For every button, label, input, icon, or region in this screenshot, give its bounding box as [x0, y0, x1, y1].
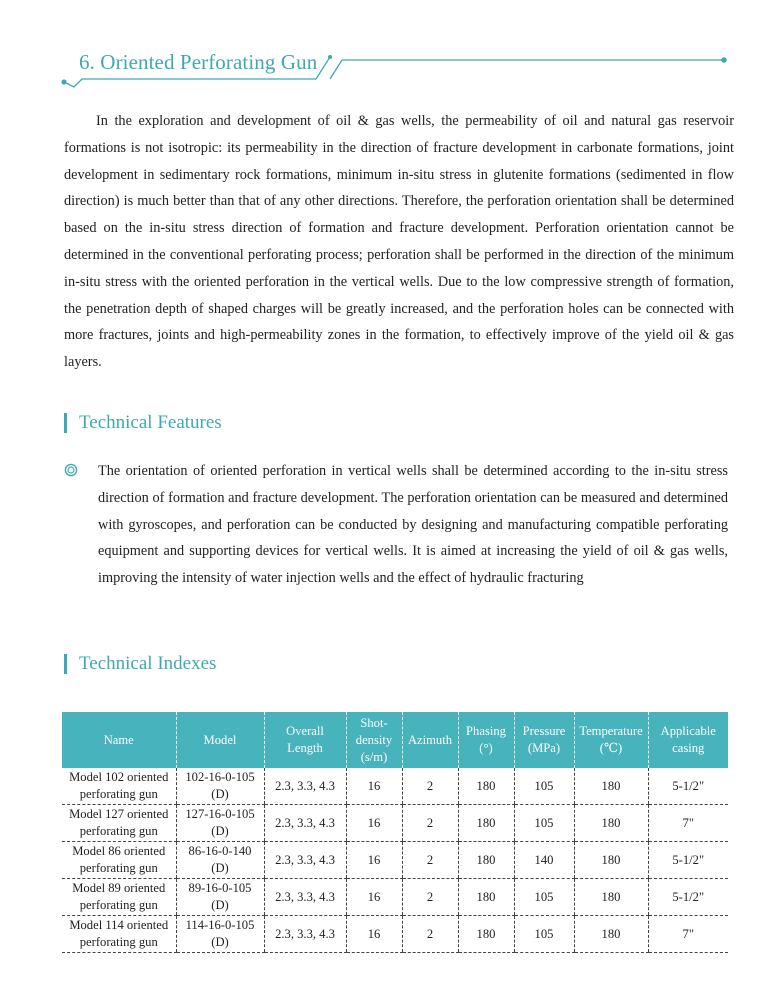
cell-model: 114-16-0-105 (D) [176, 916, 264, 953]
cell-overall-length: 2.3, 3.3, 4.3 [264, 805, 346, 842]
cell-temperature: 180 [574, 879, 648, 916]
cell-shot-density: 16 [346, 842, 402, 879]
table-row [62, 916, 728, 953]
cell-name: Model 89 oriented perforating gun [62, 879, 176, 916]
cell-model: 86-16-0-140 (D) [176, 842, 264, 879]
column-header-pressure: Pressure (MPa) [514, 712, 574, 768]
cell-applicable-casing: 5-1/2" [648, 768, 728, 805]
cell-applicable-casing: 7" [648, 916, 728, 953]
cell-pressure: 105 [514, 879, 574, 916]
column-header-model: Model [176, 712, 264, 768]
cell-temperature: 180 [574, 916, 648, 953]
circle-bullet-icon [64, 463, 78, 477]
column-header-temperature: Temperature (℃) [574, 712, 648, 768]
cell-azimuth: 2 [402, 842, 458, 879]
cell-azimuth: 2 [402, 879, 458, 916]
column-header-overall-length: Overall Length [264, 712, 346, 768]
cell-phasing: 180 [458, 805, 514, 842]
cell-shot-density: 16 [346, 916, 402, 953]
cell-pressure: 105 [514, 805, 574, 842]
cell-temperature: 180 [574, 842, 648, 879]
column-header-applicable-casing: Applicable casing [648, 712, 728, 768]
cell-shot-density: 16 [346, 768, 402, 805]
table-header-row [62, 712, 728, 768]
cell-phasing: 180 [458, 842, 514, 879]
section-title: 6. Oriented Perforating Gun [79, 50, 318, 74]
cell-azimuth: 2 [402, 916, 458, 953]
cell-model: 89-16-0-105 (D) [176, 879, 264, 916]
cell-temperature: 180 [574, 768, 648, 805]
cell-overall-length: 2.3, 3.3, 4.3 [264, 916, 346, 953]
technical-features-heading: Technical Features [64, 413, 222, 433]
technical-indexes-table [62, 712, 728, 953]
cell-applicable-casing: 5-1/2" [648, 879, 728, 916]
cell-name: Model 86 oriented perforating gun [62, 842, 176, 879]
cell-overall-length: 2.3, 3.3, 4.3 [264, 879, 346, 916]
cell-azimuth: 2 [402, 805, 458, 842]
cell-model: 102-16-0-105 (D) [176, 768, 264, 805]
cell-overall-length: 2.3, 3.3, 4.3 [264, 842, 346, 879]
column-header-azimuth: Azimuth [402, 712, 458, 768]
intro-paragraph: In the exploration and development of oil & gas wells, the permeability of oil and natural gas reservoir formations is not isotropic: its permeability in the direction of fracture development in carbonate formations, joint development in sedimentary rock formations, minimum in-situ stress in glutenite formations (sedimented in flow direction) is much better than that of any other directions. Therefore, the perforation orientation shall be determined based on the in-situ stress direction of formation and fracture development. Perforation orientation cannot be determined in the conventional perforating process; perforation shall be performed in the direction of the minimum in-situ stress with the oriented perforation in the vertical wells. Due to the low compressive strength of formation, the penetration depth of shaped charges will be greatly increased, and the perforation holes can be connected with more fractures, joints and high-permeability zones in the formation, to effectively improve of the yield oil & gas layers. [64, 113, 734, 371]
table-row [62, 842, 728, 879]
cell-shot-density: 16 [346, 805, 402, 842]
cell-overall-length: 2.3, 3.3, 4.3 [264, 768, 346, 805]
table-row [62, 768, 728, 805]
cell-name: Model 102 oriented perforating gun [62, 768, 176, 805]
cell-applicable-casing: 5-1/2" [648, 842, 728, 879]
cell-shot-density: 16 [346, 879, 402, 916]
table-row [62, 879, 728, 916]
column-header-phasing: Phasing (°) [458, 712, 514, 768]
technical-features-text: The orientation of oriented perforation in vertical wells shall be determined according to the in-situ stress direction of formation and fracture development. The perforation orientation can be measured and determined with gyroscopes, and perforation can be conducted by designing and manufacturing compatible perforating equipment and supporting devices for vertical wells. It is aimed at increasing the yield of oil & gas wells, improving the intensity of water injection wells and the effect of hydraulic fracturing [98, 463, 728, 587]
table-row [62, 805, 728, 842]
cell-phasing: 180 [458, 879, 514, 916]
cell-name: Model 114 oriented perforating gun [62, 916, 176, 953]
cell-azimuth: 2 [402, 768, 458, 805]
cell-model: 127-16-0-105 (D) [176, 805, 264, 842]
column-header-name: Name [62, 712, 176, 768]
cell-phasing: 180 [458, 916, 514, 953]
technical-indexes-heading: Technical Indexes [64, 654, 216, 674]
cell-temperature: 180 [574, 805, 648, 842]
cell-applicable-casing: 7" [648, 805, 728, 842]
column-header-shot-density: Shot- density (s/m) [346, 712, 402, 768]
cell-name: Model 127 oriented perforating gun [62, 805, 176, 842]
cell-pressure: 140 [514, 842, 574, 879]
cell-pressure: 105 [514, 768, 574, 805]
cell-phasing: 180 [458, 768, 514, 805]
cell-pressure: 105 [514, 916, 574, 953]
